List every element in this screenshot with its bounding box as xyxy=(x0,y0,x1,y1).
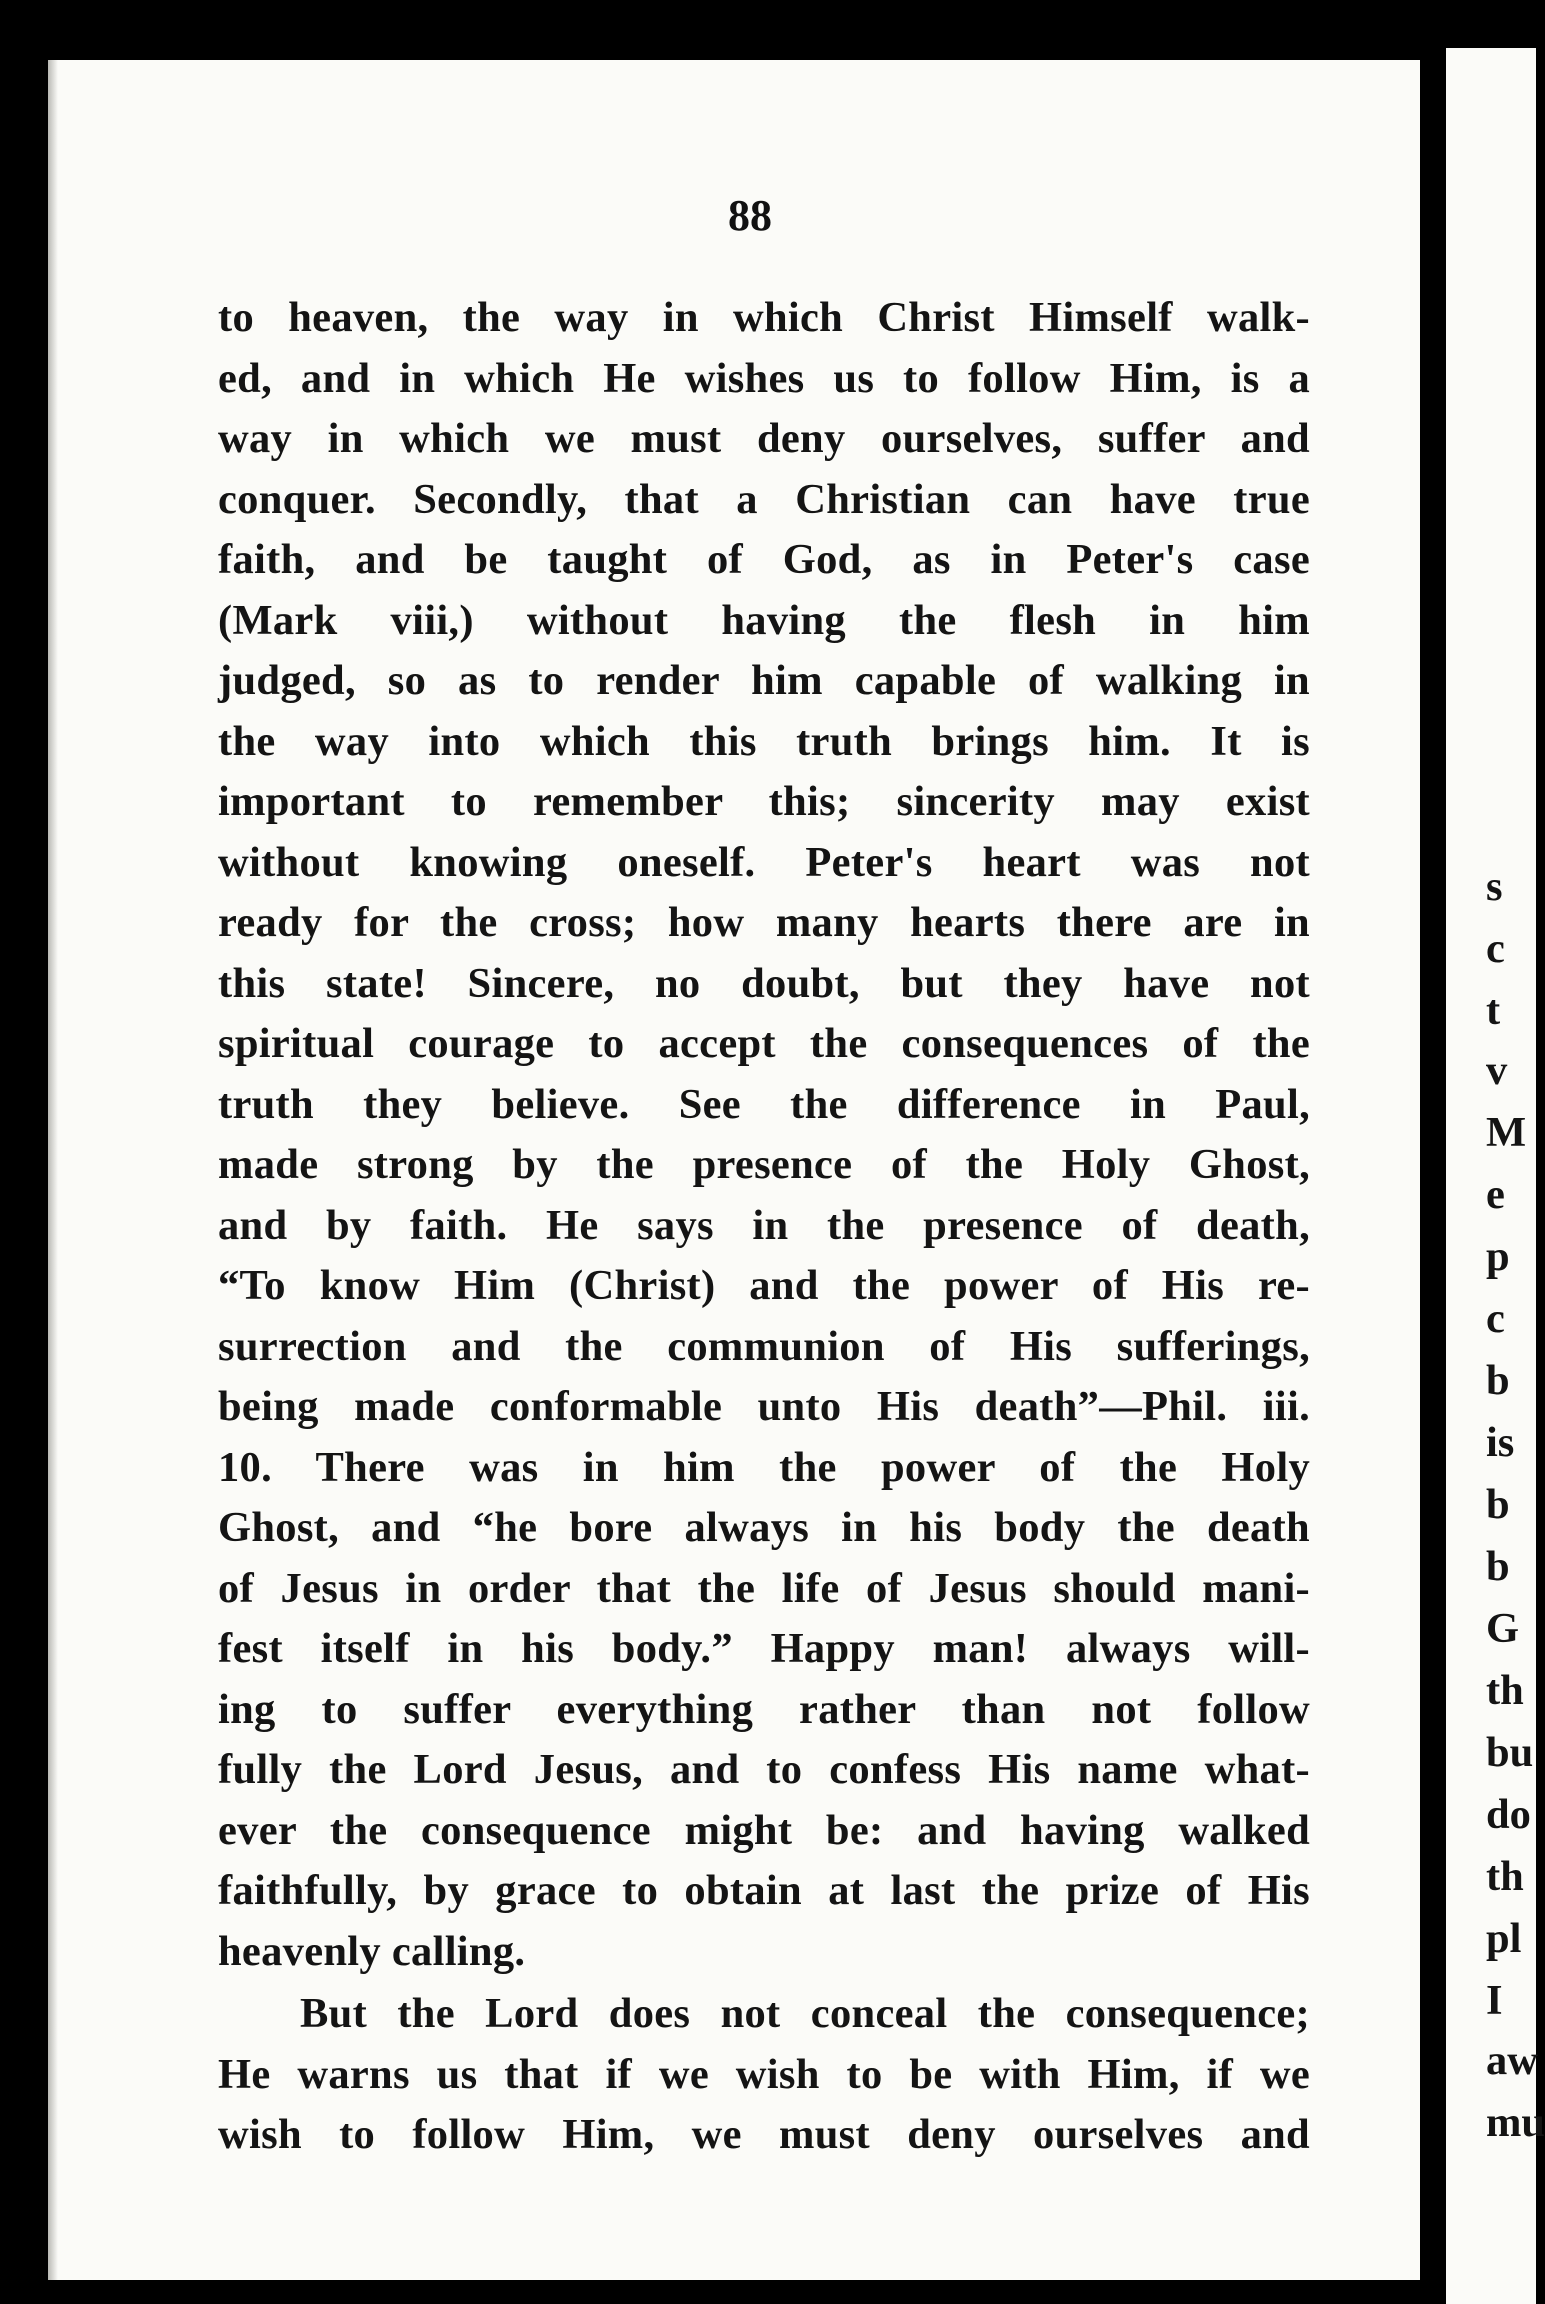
text-line: fest itself in his body.” Happy man! always will- xyxy=(218,1625,1310,1672)
page-number: 88 xyxy=(728,191,772,240)
text-line: 10. There was in him the power of the Holy xyxy=(218,1443,1310,1491)
adjacent-page-fragment: b xyxy=(1486,1543,1510,1590)
adjacent-page-fragment: mu xyxy=(1486,2099,1545,2146)
scan-border xyxy=(1432,0,1536,48)
adjacent-page-fragment: M xyxy=(1486,1109,1527,1156)
text-line: fully the Lord Jesus, and to confess His name what- xyxy=(218,1746,1310,1793)
text-line: conquer. Secondly, that a Christian can have true xyxy=(218,475,1310,523)
text-line: of Jesus in order that the life of Jesus should mani- xyxy=(218,1564,1310,1612)
adjacent-page-fragment: e xyxy=(1486,1171,1505,1218)
text-line: ready for the cross; how many hearts there are in xyxy=(218,899,1310,946)
text-line: to heaven, the way in which Christ Himself walk- xyxy=(218,294,1310,341)
adjacent-page-fragment: p xyxy=(1486,1233,1510,1280)
adjacent-page-fragment: G xyxy=(1486,1605,1520,1652)
adjacent-page-fragment: c xyxy=(1486,1295,1505,1342)
text-line: But the Lord does not conceal the consequence; xyxy=(300,1990,1310,2037)
text-line: being made conformable unto His death”—Phil. iii. xyxy=(218,1383,1310,1430)
adjacent-page-fragment: th xyxy=(1486,1853,1524,1900)
adjacent-page-fragment: th xyxy=(1486,1667,1524,1714)
text-line: and by faith. He says in the presence of death, xyxy=(218,1201,1310,1249)
text-line: way in which we must deny ourselves, suffer and xyxy=(218,415,1310,462)
text-line: ever the consequence might be: and having walked xyxy=(218,1806,1310,1854)
text-line: ing to suffer everything rather than not follow xyxy=(218,1685,1310,1733)
adjacent-page-fragment: bu xyxy=(1486,1729,1534,1776)
text-line: He warns us that if we wish to be with Him, if we xyxy=(218,2050,1310,2098)
adjacent-page-fragment: t xyxy=(1486,987,1501,1034)
text-line: wish to follow Him, we must deny ourselves and xyxy=(218,2111,1310,2158)
text-line: judged, so as to render him capable of walking in xyxy=(218,657,1310,704)
text-line: the way into which this truth brings him. It is xyxy=(218,717,1310,765)
text-line: Ghost, and “he bore always in his body the death xyxy=(218,1504,1310,1551)
adjacent-page-fragment: c xyxy=(1486,925,1505,972)
text-line: truth they believe. See the difference in Paul, xyxy=(218,1080,1310,1128)
body-text xyxy=(218,288,1310,2166)
text-line: spiritual courage to accept the consequences of the xyxy=(218,1020,1310,1067)
adjacent-page-fragment: pl xyxy=(1486,1915,1522,1962)
text-line: made strong by the presence of the Holy Ghost, xyxy=(218,1141,1310,1188)
text-line: this state! Sincere, no doubt, but they have not xyxy=(218,959,1310,1007)
adjacent-page-fragment: do xyxy=(1486,1791,1531,1838)
text-line: heavenly calling. xyxy=(218,1927,526,1975)
adjacent-page-fragment: is xyxy=(1486,1419,1515,1466)
text-line: surrection and the communion of His sufferings, xyxy=(218,1322,1310,1370)
page-edge-shadow xyxy=(48,60,58,2280)
text-line: ed, and in which He wishes us to follow Him, is a xyxy=(218,354,1310,402)
text-line: “To know Him (Christ) and the power of His re- xyxy=(218,1262,1310,1309)
adjacent-page-fragment: b xyxy=(1486,1357,1510,1404)
adjacent-page-fragment: aw xyxy=(1486,2037,1538,2084)
text-line: faith, and be taught of God, as in Peter's case xyxy=(218,536,1310,583)
adjacent-page-fragment: v xyxy=(1486,1047,1508,1094)
adjacent-page-fragment: s xyxy=(1486,863,1503,910)
text-line: important to remember this; sincerity may exist xyxy=(218,778,1310,825)
page-gutter xyxy=(1432,0,1446,2304)
text-line: without knowing oneself. Peter's heart was not xyxy=(218,838,1310,886)
text-line: faithfully, by grace to obtain at last the prize of His xyxy=(218,1867,1310,1914)
text-line: (Mark viii,) without having the flesh in him xyxy=(218,596,1310,644)
adjacent-page-fragment: I xyxy=(1486,1977,1503,2024)
adjacent-page-fragment: b xyxy=(1486,1481,1510,1528)
